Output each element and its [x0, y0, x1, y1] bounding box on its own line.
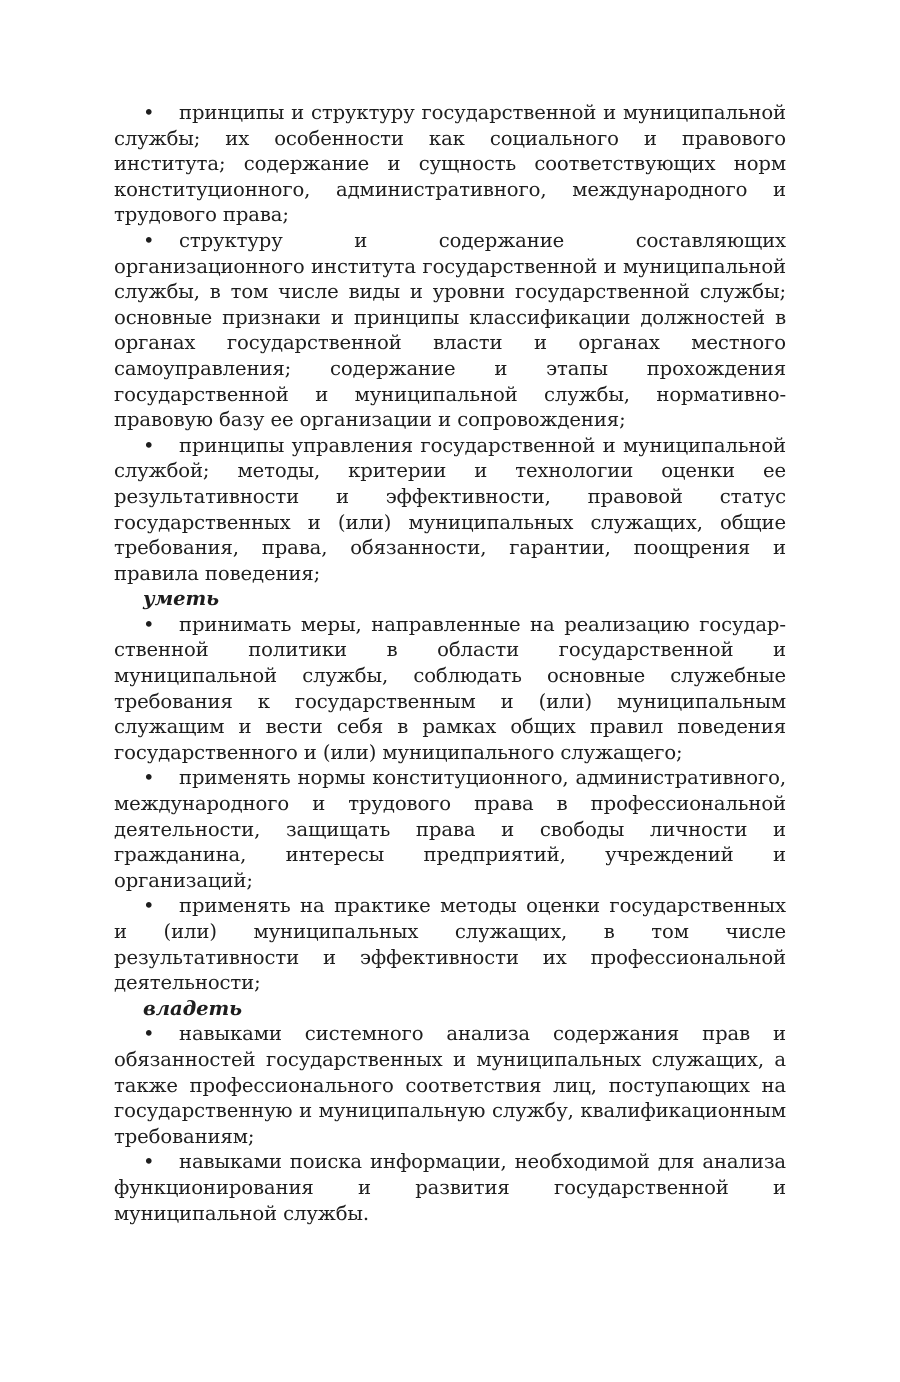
section-heading-be-able: уметь — [143, 587, 219, 611]
section-heading-master: владеть — [143, 996, 242, 1020]
list-item — [114, 1021, 786, 1149]
list-item-text: принимать меры, направленные на реализацию государственной политики в области государственной и муниципальной службы, соблюдать основные служебные требования к государственным и (или) муниципальным служащим и вести себя в рамках общих правил поведения государственного и (или) муниципального служащего; — [114, 612, 786, 764]
list-item — [114, 893, 786, 995]
bullet-icon: • — [143, 101, 155, 124]
bullet-icon: • — [143, 1022, 155, 1046]
bullet-icon: • — [143, 612, 155, 636]
list-item-text: навыками поиска информации, необходимой для анализа функционирования и развития государственной и муниципальной службы. — [114, 1150, 786, 1225]
list-item-text: структуру и содержание составляющих организационного института государственной и муниципальной службы, в том числе виды и уровни государственной службы; основные признаки и принципы классификации должностей в органах государственной власти и органах местного самоуправления; содержание и этапы прохождения государственной и муниципальной службы, нормативно-правовую базу ее организации и сопровождения; — [114, 228, 786, 432]
document-body — [114, 100, 786, 1226]
list-item-text: применять на практике методы оценки государственных и (или) муниципальных служащих, в том числе результативности и эффективности их профессиональной деятельности; — [114, 894, 786, 995]
list-item — [114, 612, 786, 766]
list-item-text: применять нормы конституционного, административного, международного и трудового права в профессиональной деятельности, защищать права и свободы личности и гражданина, интересы предприятий, учреждений и организаций; — [114, 766, 786, 892]
list-item-text: принципы и структуру государственной и муниципальной службы; их особенности как социального и правового института; содержание и сущность соответствующих норм конституционного, административного, международного и трудового права; — [114, 101, 786, 227]
list-item-text: навыками системного анализа содержания прав и обязанностей государственных и муниципальных служащих, а также профессионального соответствия лиц, поступающих на государственную и муниципальную службу, квалификационным требованиям; — [114, 1022, 786, 1148]
list-item — [114, 433, 786, 587]
bullet-icon: • — [143, 766, 155, 790]
bullet-icon: • — [143, 433, 155, 457]
list-item — [114, 228, 786, 433]
list-item — [114, 1149, 786, 1226]
list-item-text: принципы управления государственной и муниципальной службой; методы, критерии и технологии оценки ее результативности и эффективности, правовой статус государственных и (или) муниципальных служащих, общие требования, права, обязанности, гарантии, поощрения и правила поведения; — [114, 433, 786, 585]
list-item — [114, 100, 786, 228]
bullet-icon: • — [143, 894, 155, 918]
bullet-icon: • — [143, 228, 155, 252]
bullet-icon: • — [143, 1150, 155, 1174]
list-item — [114, 765, 786, 893]
